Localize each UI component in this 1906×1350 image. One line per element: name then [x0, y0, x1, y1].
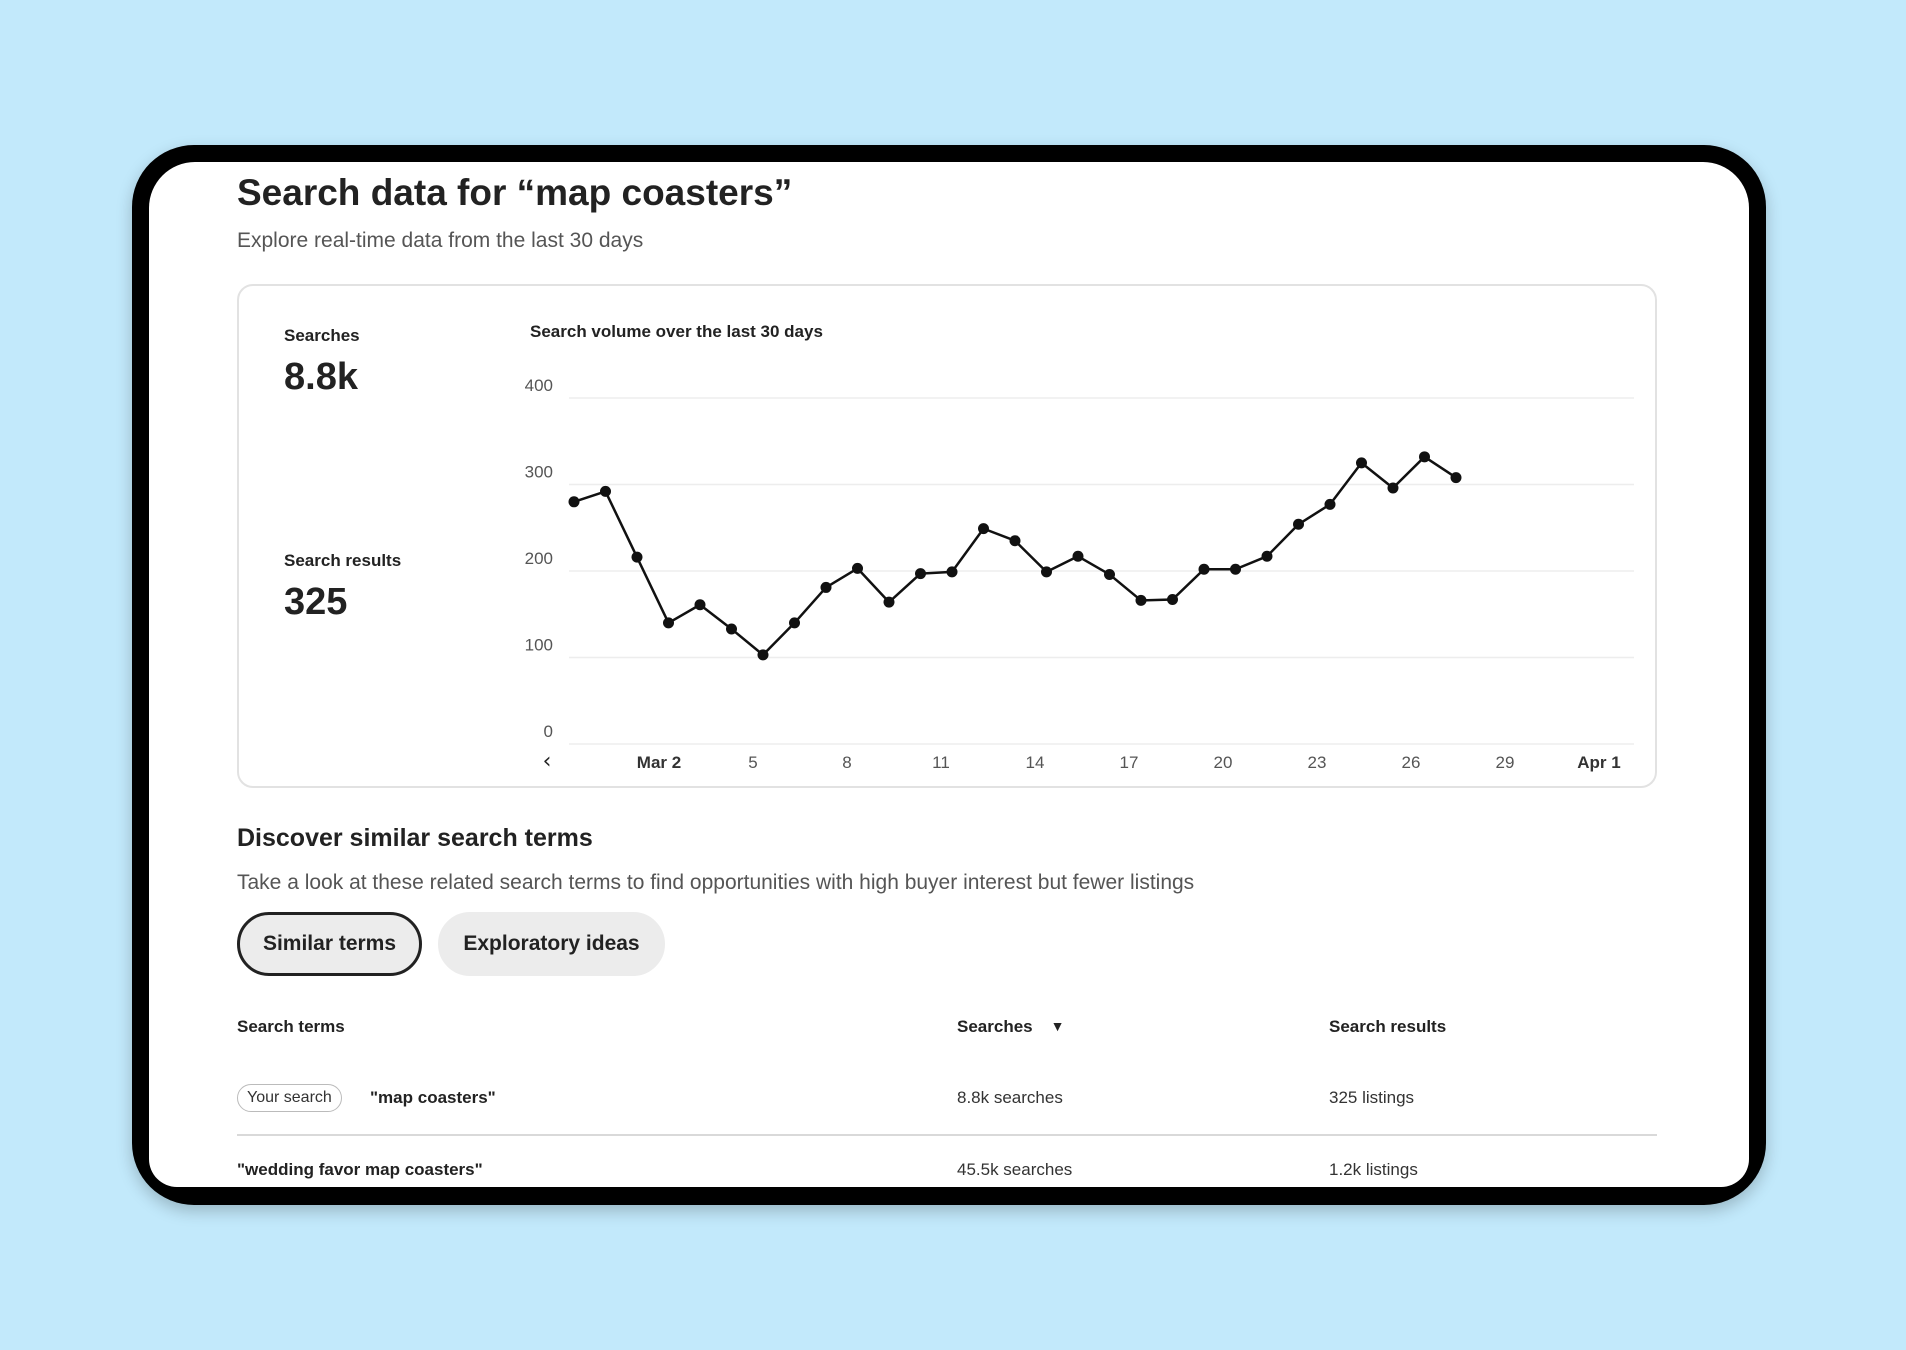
- x-tick-label: 11: [932, 753, 950, 772]
- search-results-value: 325: [284, 581, 348, 623]
- data-point: [1293, 519, 1304, 530]
- chevron-left-icon[interactable]: ‹: [542, 749, 552, 774]
- search-results-label: Search results: [284, 551, 402, 570]
- x-tick-label: 17: [1119, 753, 1139, 772]
- data-point: [1041, 566, 1052, 577]
- data-point: [1136, 595, 1147, 606]
- data-point: [852, 563, 863, 574]
- search-term[interactable]: "map coasters": [370, 1088, 496, 1107]
- row-searches: 8.8k searches: [957, 1088, 1063, 1107]
- data-point: [915, 568, 926, 579]
- page-subtitle: Explore real-time data from the last 30 days: [237, 229, 644, 252]
- column-header-searches[interactable]: [957, 1017, 1064, 1037]
- section-title: Discover similar search terms: [237, 824, 593, 852]
- search-stats-card: [237, 284, 1657, 788]
- section-description: Take a look at these related search terms to find opportunities with high buyer interest but fewer listings: [237, 871, 1195, 894]
- column-header-search-terms: Search terms: [237, 1017, 345, 1036]
- x-tick-label: 23: [1307, 753, 1327, 772]
- row-divider: [237, 1134, 1657, 1136]
- data-point: [758, 649, 769, 660]
- tab-exploratory-ideas[interactable]: Exploratory ideas: [438, 912, 665, 976]
- x-tick-label: Mar 2: [636, 753, 682, 772]
- data-point: [1325, 499, 1336, 510]
- y-tick-label: 100: [524, 635, 553, 655]
- x-tick-label: 5: [748, 753, 758, 772]
- row-searches: 45.5k searches: [957, 1160, 1073, 1179]
- data-point: [1388, 482, 1399, 493]
- data-point: [1451, 472, 1462, 483]
- data-point: [1010, 535, 1021, 546]
- data-point: [821, 582, 832, 593]
- data-point: [1419, 451, 1430, 462]
- data-point: [1104, 569, 1115, 580]
- data-point: [1230, 564, 1241, 575]
- app-screen: [149, 162, 1749, 1187]
- tab-similar-terms[interactable]: Similar terms: [237, 912, 422, 976]
- y-tick-label: 200: [524, 549, 553, 568]
- x-tick-label: 29: [1495, 753, 1515, 772]
- row-results: 1.2k listings: [1329, 1160, 1418, 1179]
- data-point: [600, 486, 611, 497]
- data-point: [1167, 594, 1178, 605]
- x-tick-label: 14: [1025, 753, 1045, 772]
- data-point: [947, 566, 958, 577]
- column-header-searches-label: Searches: [957, 1017, 1033, 1036]
- x-tick-label: 26: [1401, 753, 1421, 772]
- data-point: [726, 623, 737, 634]
- data-point: [663, 617, 674, 628]
- data-point: [1073, 551, 1084, 562]
- row-results: 325 listings: [1329, 1088, 1415, 1107]
- x-tick-label: Apr 1: [1577, 753, 1621, 772]
- chart-title: Search volume over the last 30 days: [530, 322, 823, 341]
- data-point: [978, 523, 989, 534]
- y-tick-label: 0: [543, 722, 553, 741]
- searches-label: Searches: [284, 326, 360, 345]
- search-term[interactable]: "wedding favor map coasters": [237, 1160, 483, 1179]
- x-tick-label: 20: [1213, 753, 1233, 772]
- data-point: [884, 597, 895, 608]
- search-volume-line-chart: [499, 366, 1644, 776]
- data-point: [569, 496, 580, 507]
- y-tick-label: 400: [524, 376, 553, 395]
- page-title: Search data for “map coasters”: [237, 172, 793, 213]
- data-point: [1199, 564, 1210, 575]
- x-tick-label: 8: [842, 753, 852, 772]
- series-line: [574, 457, 1456, 655]
- data-point: [1356, 457, 1367, 468]
- searches-value: 8.8k: [284, 356, 358, 398]
- column-header-search-results: Search results: [1329, 1017, 1447, 1036]
- data-point: [789, 617, 800, 628]
- data-point: [1262, 551, 1273, 562]
- y-tick-label: 300: [524, 462, 553, 482]
- data-point: [632, 552, 643, 563]
- sort-down-caret-icon[interactable]: ▼: [1050, 1018, 1065, 1034]
- your-search-badge: Your search: [237, 1084, 342, 1112]
- data-point: [695, 599, 706, 610]
